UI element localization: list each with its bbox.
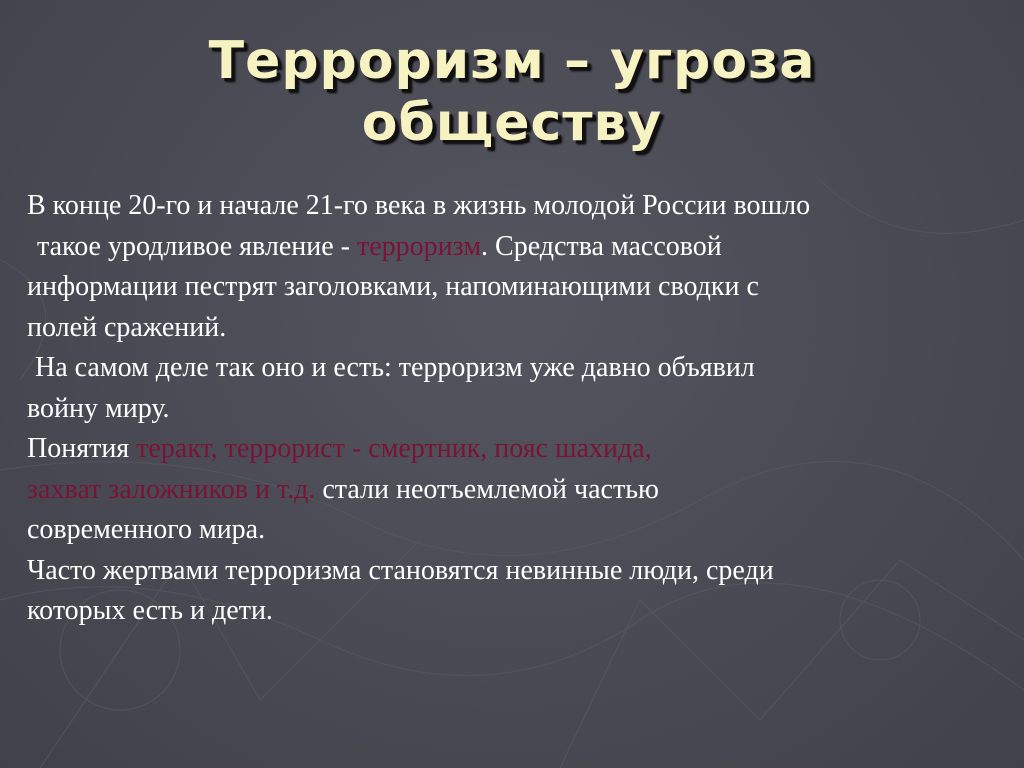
p1-line-2-rest: . Средства массовой xyxy=(481,230,722,262)
title-line-2: обществу xyxy=(361,93,663,153)
highlight-concepts: теракт, террорист - смертник, пояс шахида, xyxy=(136,433,652,464)
paragraph-4 xyxy=(27,551,1002,632)
highlight-hostages: захват заложников и т.д. xyxy=(27,473,316,505)
paragraph-2 xyxy=(27,348,1002,429)
p3-line-3: современного мира. xyxy=(27,514,266,545)
p1-line-2-text: такое уродливое явление - xyxy=(37,230,358,262)
paragraph-3 xyxy=(27,429,1002,551)
slide-body xyxy=(27,186,1002,632)
p1-line-3: информации пестрят заголовками, напоминающими сводки с xyxy=(27,271,759,302)
p4-line-2: которых есть и дети. xyxy=(27,595,273,626)
paragraph-1 xyxy=(27,186,1002,348)
p2-line-1: На самом деле так оно и есть: терроризм уже давно объявил xyxy=(35,352,755,383)
title-line-1: Терроризм – угроза xyxy=(208,31,816,91)
slide-title xyxy=(0,30,1024,154)
highlight-terrorism: терроризм xyxy=(357,230,482,262)
p2-line-2: войну миру. xyxy=(27,392,170,424)
p4-line-1: Часто жертвами терроризма становятся невинные люди, среди xyxy=(27,554,774,586)
p1-line-4: полей сражений. xyxy=(27,311,227,343)
p3-line-1-text: Понятия xyxy=(27,433,137,464)
p1-line-1: В конце 20-го и начале 21-го века в жизнь молодой России вошло xyxy=(27,190,811,221)
p3-line-2-rest: стали неотъемлемой частью xyxy=(315,473,659,505)
